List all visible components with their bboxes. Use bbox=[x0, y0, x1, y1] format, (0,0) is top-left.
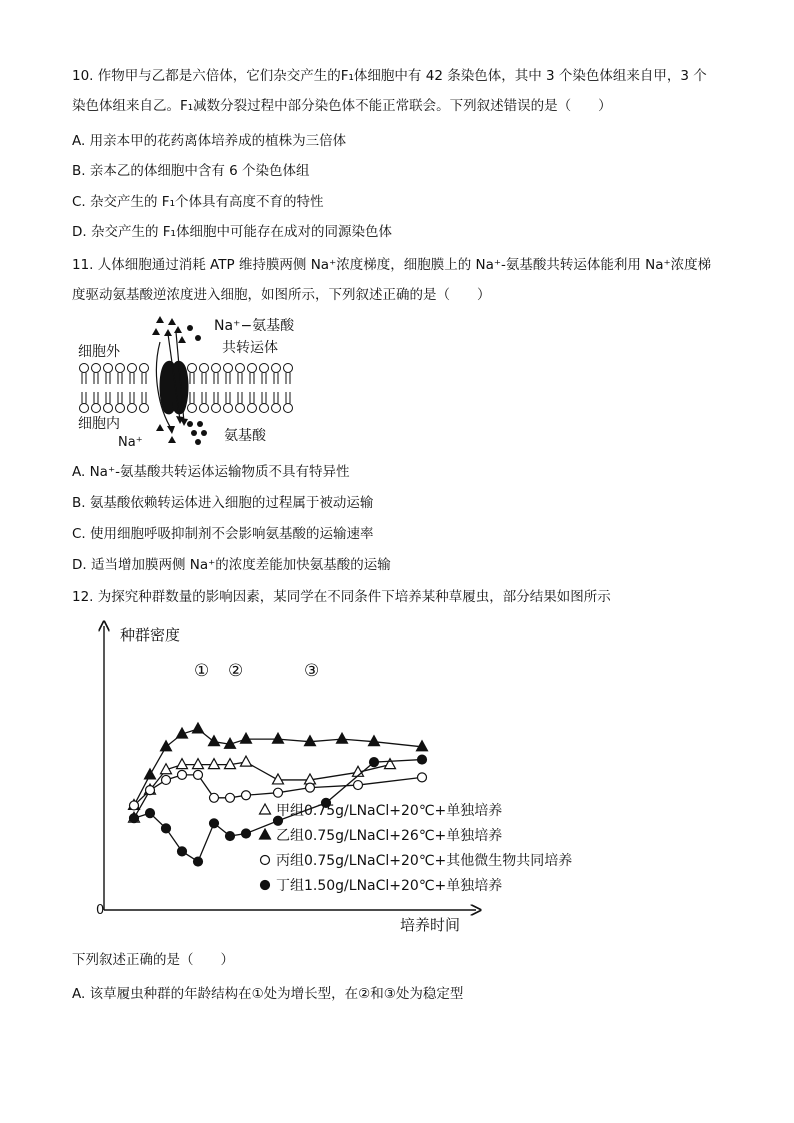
data-point-1-8 bbox=[273, 733, 284, 743]
data-point-2-10 bbox=[354, 781, 363, 790]
data-point-0-3 bbox=[177, 759, 188, 769]
data-point-1-2 bbox=[161, 741, 172, 751]
data-point-2-5 bbox=[210, 793, 219, 802]
question-11-line-2: 度驱动氨基酸逆浓度进入细胞，如图所示，下列叙述正确的是（ ） bbox=[72, 287, 491, 303]
q10-option-c: C. 杂交产生的 F₁个体具有高度不育的特性 bbox=[72, 194, 324, 210]
data-point-2-3 bbox=[178, 770, 187, 779]
population-density-chart bbox=[90, 620, 610, 940]
question-11-line-1: 11. 人体细胞通过消耗 ATP 维持膜两侧 Na⁺浓度梯度，细胞膜上的 Na⁺-氨基酸共转运体能利用 Na⁺浓度梯 bbox=[72, 257, 712, 273]
point-marker-1: ① bbox=[194, 661, 210, 681]
data-point-3-1 bbox=[146, 809, 155, 818]
y-axis-label: 种群密度 bbox=[120, 626, 181, 644]
label-inside: 细胞内 bbox=[78, 416, 120, 432]
legend-marker-3 bbox=[261, 881, 270, 890]
data-point-3-6 bbox=[226, 832, 235, 841]
point-marker-2: ② bbox=[228, 661, 244, 681]
data-point-2-1 bbox=[146, 786, 155, 795]
data-point-2-8 bbox=[274, 788, 283, 797]
data-point-3-0 bbox=[130, 814, 139, 823]
data-point-3-3 bbox=[178, 847, 187, 856]
data-point-2-11 bbox=[418, 773, 427, 782]
q11-option-a: A. Na⁺-氨基酸共转运体运输物质不具有特异性 bbox=[72, 464, 350, 480]
amino-acids-outside bbox=[187, 325, 201, 341]
legend-marker-2 bbox=[261, 856, 270, 865]
membrane-transport-figure bbox=[72, 312, 312, 452]
question-10-line-2: 染色体组来自乙。F₁减数分裂过程中部分染色体不能正常联会。下列叙述错误的是（ ） bbox=[72, 98, 612, 114]
data-point-3-10 bbox=[370, 758, 379, 767]
label-transporter-1: Na⁺−氨基酸 bbox=[214, 318, 295, 334]
data-point-1-5 bbox=[209, 736, 220, 746]
data-point-0-11 bbox=[385, 759, 396, 769]
legend-label-2: 丙组0.75g/LNaCl+20℃+其他微生物共同培养 bbox=[276, 853, 573, 869]
chart-legend bbox=[260, 802, 573, 894]
q10-option-d: D. 杂交产生的 F₁体细胞中可能存在成对的同源染色体 bbox=[72, 224, 392, 240]
question-12-stem: 12. 为探究种群数量的影响因素，某同学在不同条件下培养某种草履虫，部分结果如图所示 bbox=[72, 589, 611, 605]
q12-prompt: 下列叙述正确的是（ ） bbox=[72, 952, 234, 968]
data-point-1-11 bbox=[369, 736, 380, 746]
origin-label: 0 bbox=[96, 903, 105, 918]
q10-option-a: A. 用亲本甲的花药离体培养成的植株为三倍体 bbox=[72, 133, 347, 149]
data-point-1-10 bbox=[337, 733, 348, 743]
point-marker-3: ③ bbox=[304, 661, 320, 681]
data-point-0-5 bbox=[209, 759, 220, 769]
legend-marker-0 bbox=[260, 804, 271, 814]
data-point-2-0 bbox=[130, 801, 139, 810]
q11-option-b: B. 氨基酸依赖转运体进入细胞的过程属于被动运输 bbox=[72, 495, 374, 511]
legend-marker-1 bbox=[260, 829, 271, 839]
data-point-1-7 bbox=[241, 733, 252, 743]
data-point-2-2 bbox=[162, 775, 171, 784]
transporter-protein bbox=[160, 361, 189, 415]
data-point-3-2 bbox=[162, 824, 171, 833]
data-point-0-7 bbox=[241, 756, 252, 766]
data-point-3-7 bbox=[242, 829, 251, 838]
data-point-3-4 bbox=[194, 857, 203, 866]
data-point-3-5 bbox=[210, 819, 219, 828]
molecules-inside bbox=[156, 421, 207, 445]
data-point-0-4 bbox=[193, 759, 204, 769]
legend-label-3: 丁组1.50g/LNaCl+20℃+单独培养 bbox=[276, 878, 503, 894]
data-point-2-9 bbox=[306, 783, 315, 792]
legend-label-0: 甲组0.75g/LNaCl+20℃+单独培养 bbox=[276, 803, 503, 819]
question-10-line-1: 10. 作物甲与乙都是六倍体，它们杂交产生的F₁体细胞中有 42 条染色体，其中 3 个染色体组来自甲，3 个 bbox=[72, 68, 707, 84]
label-outside: 细胞外 bbox=[78, 344, 120, 360]
data-point-2-6 bbox=[226, 793, 235, 802]
label-amino-acid: 氨基酸 bbox=[224, 428, 266, 444]
q10-option-b: B. 亲本乙的体细胞中含有 6 个染色体组 bbox=[72, 163, 310, 179]
legend-label-1: 乙组0.75g/LNaCl+26℃+单独培养 bbox=[276, 828, 503, 844]
data-point-0-8 bbox=[273, 774, 284, 784]
data-point-1-4 bbox=[193, 723, 204, 733]
q11-option-d: D. 适当增加膜两侧 Na⁺的浓度差能加快氨基酸的运输 bbox=[72, 557, 391, 573]
data-point-1-9 bbox=[305, 736, 316, 746]
data-point-2-4 bbox=[194, 770, 203, 779]
data-point-1-1 bbox=[145, 769, 156, 779]
label-sodium: Na⁺ bbox=[118, 435, 143, 450]
data-point-2-7 bbox=[242, 791, 251, 800]
q12-option-a: A. 该草履虫种群的年龄结构在①处为增长型，在②和③处为稳定型 bbox=[72, 986, 464, 1002]
x-axis-label: 培养时间 bbox=[400, 916, 461, 934]
label-transporter-2: 共转运体 bbox=[222, 340, 278, 356]
data-point-3-11 bbox=[418, 755, 427, 764]
q11-option-c: C. 使用细胞呼吸抑制剂不会影响氨基酸的运输速率 bbox=[72, 526, 374, 542]
